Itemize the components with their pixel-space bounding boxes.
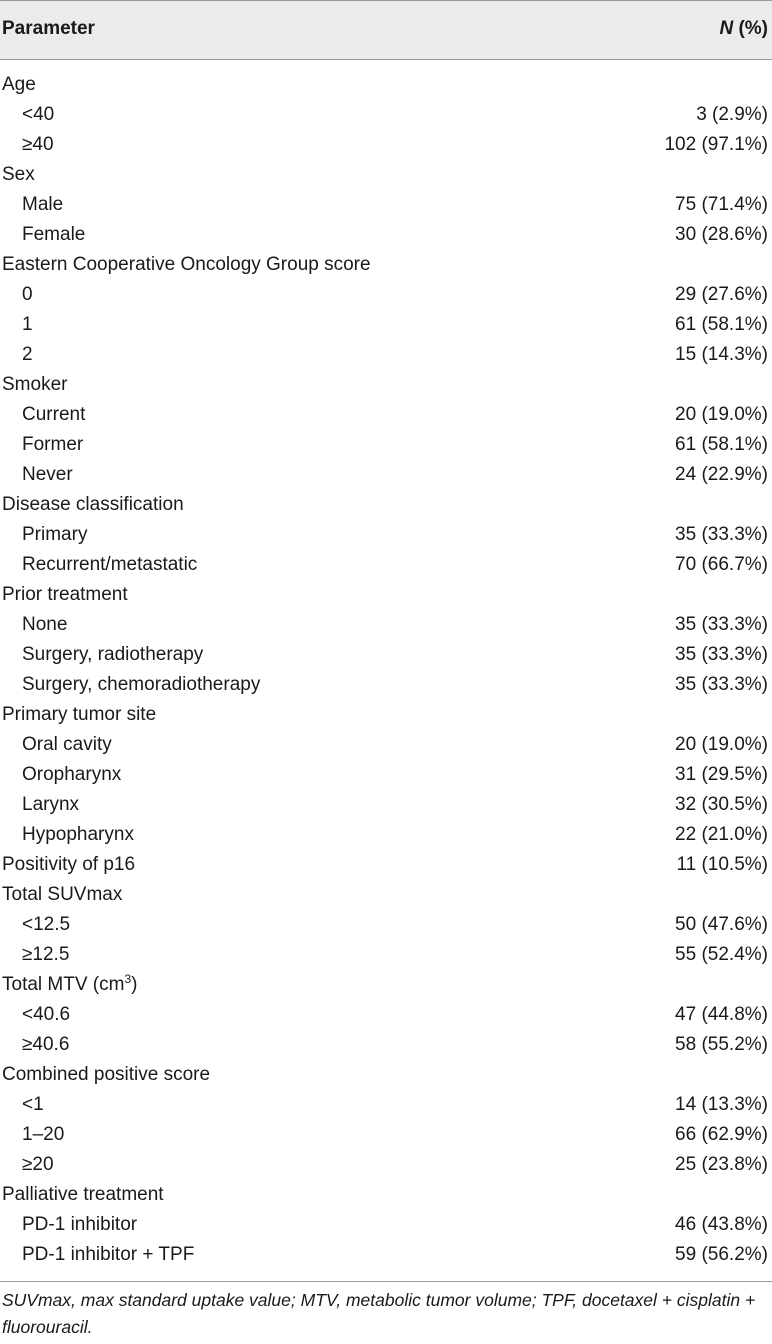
table-row-category <box>0 1060 772 1090</box>
row-label <box>22 340 33 370</box>
row-label-text: Prior treatment <box>2 584 128 605</box>
row-label-text: Surgery, radiotherapy <box>22 644 204 665</box>
table-row-category <box>0 490 772 520</box>
row-label <box>22 190 63 220</box>
row-value: 61 (58.1%) <box>675 314 768 335</box>
row-value: 61 (58.1%) <box>675 434 768 455</box>
row-label-text: Primary <box>22 524 88 545</box>
row-value: 35 (33.3%) <box>675 524 768 545</box>
row-label-text: Oral cavity <box>22 734 112 755</box>
row-value: 58 (55.2%) <box>675 1034 768 1055</box>
row-label <box>22 280 33 310</box>
row-label-text: None <box>22 614 68 635</box>
table-row-subitem <box>0 640 772 670</box>
row-label-text: Primary tumor site <box>2 704 157 725</box>
row-label-text: Combined positive score <box>2 1064 211 1085</box>
row-label-text: Recurrent/metastatic <box>22 554 198 575</box>
row-value: 102 (97.1%) <box>664 134 768 155</box>
header-parameter: Parameter <box>2 18 95 39</box>
table-row-category <box>0 1180 772 1210</box>
row-value: 35 (33.3%) <box>675 614 768 635</box>
table-row-category <box>0 850 772 880</box>
row-label <box>22 790 79 820</box>
table-body <box>0 70 772 1270</box>
row-label <box>22 460 73 490</box>
table-row-subitem <box>0 460 772 490</box>
row-label-text: Current <box>22 404 86 425</box>
row-value: 55 (52.4%) <box>675 944 768 965</box>
table-row-subitem <box>0 820 772 850</box>
table-row-subitem <box>0 760 772 790</box>
row-label <box>2 250 371 280</box>
row-label <box>22 610 67 640</box>
table-row-category <box>0 700 772 730</box>
table-row-subitem <box>0 1150 772 1180</box>
row-value: 11 (10.5%) <box>676 854 768 875</box>
table-row-subitem <box>0 430 772 460</box>
row-label-text: Total SUVmax <box>2 884 123 905</box>
row-value: 30 (28.6%) <box>675 224 768 245</box>
table-row-category <box>0 880 772 910</box>
row-label <box>2 1180 164 1210</box>
row-label-text: PD-1 inhibitor + TPF <box>22 1244 195 1265</box>
row-label <box>22 1150 54 1180</box>
row-label-text: Total MTV (cm <box>2 974 125 995</box>
row-label <box>22 100 54 130</box>
row-label <box>22 1210 137 1240</box>
row-value: 24 (22.9%) <box>675 464 768 485</box>
row-label-text: <12.5 <box>22 914 71 935</box>
row-value: 50 (47.6%) <box>675 914 768 935</box>
row-label <box>22 940 69 970</box>
row-label-text: <40.6 <box>22 1004 71 1025</box>
row-label-text: Smoker <box>2 374 68 395</box>
header-n-percent <box>719 18 768 40</box>
row-label <box>2 370 67 400</box>
table-row-category <box>0 370 772 400</box>
table-row-subitem <box>0 670 772 700</box>
row-label <box>2 70 36 100</box>
row-label <box>22 1000 70 1030</box>
table-row-subitem <box>0 130 772 160</box>
table-row-subitem <box>0 1000 772 1030</box>
row-label <box>2 880 122 910</box>
row-label-text: 2 <box>22 344 33 365</box>
row-label <box>22 310 33 340</box>
table-row-category <box>0 70 772 100</box>
table-footnote: SUVmax, max standard uptake value; MTV, metabolic tumor volume; TPF, docetaxel + cisplatin + fluorouracil. <box>2 1290 756 1337</box>
row-label <box>22 430 83 460</box>
row-label-text: Surgery, chemoradiotherapy <box>22 674 261 695</box>
table-row-subitem <box>0 340 772 370</box>
row-label <box>22 220 85 250</box>
row-label <box>2 490 184 520</box>
table-header <box>0 0 772 60</box>
table-row-subitem <box>0 310 772 340</box>
row-value: 35 (33.3%) <box>675 674 768 695</box>
row-label <box>22 130 54 160</box>
row-label <box>2 700 156 730</box>
table-row-subitem <box>0 220 772 250</box>
row-value: 35 (33.3%) <box>675 644 768 665</box>
row-value: 25 (23.8%) <box>675 1154 768 1175</box>
row-label-text: ≥40.6 <box>22 1034 70 1055</box>
table-row-subitem <box>0 550 772 580</box>
row-value: 31 (29.5%) <box>675 764 768 785</box>
table-row-subitem <box>0 100 772 130</box>
table-row-subitem <box>0 1240 772 1270</box>
row-label <box>2 850 135 880</box>
table-row-subitem <box>0 190 772 220</box>
table-row-subitem <box>0 610 772 640</box>
table-row-subitem <box>0 1090 772 1120</box>
row-label-text: Former <box>22 434 84 455</box>
row-label-suffix: ) <box>131 974 138 995</box>
row-label-superscript: 3 <box>124 972 132 986</box>
table-row-subitem <box>0 1120 772 1150</box>
row-label <box>22 1090 44 1120</box>
table-row-subitem <box>0 790 772 820</box>
row-label <box>22 730 112 760</box>
header-n-symbol: N <box>719 18 734 39</box>
row-label <box>22 670 260 700</box>
row-label <box>22 400 85 430</box>
row-value: 22 (21.0%) <box>675 824 768 845</box>
row-label-text: Sex <box>2 164 35 185</box>
table-row-category <box>0 160 772 190</box>
header-n-suffix: (%) <box>733 18 768 39</box>
table-row-category <box>0 970 772 1000</box>
row-label-text: Larynx <box>22 794 80 815</box>
row-label <box>22 1120 64 1150</box>
row-label-text: Female <box>22 224 86 245</box>
table-row-subitem <box>0 940 772 970</box>
row-value: 47 (44.8%) <box>675 1004 768 1025</box>
row-label-text: ≥20 <box>22 1154 54 1175</box>
row-label-text: ≥40 <box>22 134 54 155</box>
row-label <box>2 580 128 610</box>
row-value: 29 (27.6%) <box>675 284 768 305</box>
row-label-text: <1 <box>22 1094 44 1115</box>
row-label <box>2 970 137 1000</box>
row-label-text: <40 <box>22 104 55 125</box>
table-row-subitem <box>0 280 772 310</box>
row-label <box>22 1240 194 1270</box>
bottom-rule <box>0 1281 772 1282</box>
row-label <box>2 1060 210 1090</box>
row-value: 15 (14.3%) <box>675 344 768 365</box>
row-value: 20 (19.0%) <box>675 734 768 755</box>
row-label <box>22 520 87 550</box>
row-value: 46 (43.8%) <box>675 1214 768 1235</box>
row-label <box>22 820 134 850</box>
row-label-text: Oropharynx <box>22 764 122 785</box>
row-label-text: Disease classification <box>2 494 184 515</box>
row-label-text: Eastern Cooperative Oncology Group score <box>2 254 371 275</box>
row-label-text: Positivity of p16 <box>2 854 136 875</box>
row-label <box>22 550 197 580</box>
row-label-text: 1 <box>22 314 33 335</box>
row-label <box>22 640 203 670</box>
table-row-subitem <box>0 730 772 760</box>
row-label-text: Male <box>22 194 64 215</box>
row-label-text: Hypopharynx <box>22 824 134 845</box>
row-value: 75 (71.4%) <box>675 194 768 215</box>
row-label-text: ≥12.5 <box>22 944 70 965</box>
row-label <box>22 760 121 790</box>
row-label <box>22 1030 69 1060</box>
table-row-subitem <box>0 1030 772 1060</box>
row-value: 70 (66.7%) <box>675 554 768 575</box>
row-label-text: Never <box>22 464 73 485</box>
row-label-text: Palliative treatment <box>2 1184 164 1205</box>
row-value: 3 (2.9%) <box>696 104 768 125</box>
row-label-text: 1–20 <box>22 1124 65 1145</box>
row-value: 20 (19.0%) <box>675 404 768 425</box>
row-label <box>22 910 70 940</box>
row-value: 32 (30.5%) <box>675 794 768 815</box>
row-label <box>2 160 35 190</box>
table-row-subitem <box>0 910 772 940</box>
table-row-subitem <box>0 520 772 550</box>
table-row-subitem <box>0 400 772 430</box>
row-value: 59 (56.2%) <box>675 1244 768 1265</box>
table-row-category <box>0 580 772 610</box>
row-value: 14 (13.3%) <box>675 1094 768 1115</box>
table-row-subitem <box>0 1210 772 1240</box>
row-label-text: 0 <box>22 284 33 305</box>
table-row-category <box>0 250 772 280</box>
row-label-text: Age <box>2 74 36 95</box>
row-label-text: PD-1 inhibitor <box>22 1214 138 1235</box>
row-value: 66 (62.9%) <box>675 1124 768 1145</box>
